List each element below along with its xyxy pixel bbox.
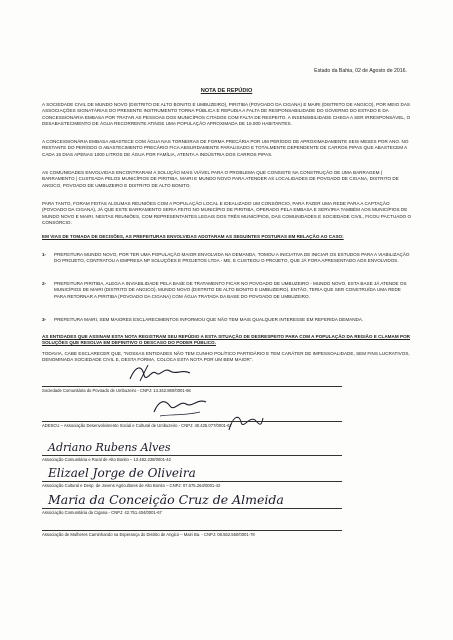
paragraph-2: A CONCESSIONÁRIA EMBASA ABASTECE COM ÁGUA NAS TORNEIRAS DE FORMA PRECÁRIA POR UM PERÍODO DE APROXIMADAMENTE SEIS MESES POR ANO. NO RESTANTE DO PERÍODO O ABASTECIMENTO PRECÁRIO FICA ABSURDAMENTE PARALISADO E TOTALMENTE DEPENDENTE DE CARROS PIPAS QUE ABASTECEM A CADA 15 DIAS APENAS 1000 LITROS DE ÁGUA POR FAMÍLIA, ATENTA A INDÚSTRIA DOS CARROS PIPAS. xyxy=(42,139,409,157)
paragraph-3: AS COMUNIDADES ENVOLVIDAS ENCONTRARAM A SOLUÇÃO MAIS VIÁVEL PARA O PROBLEMA QUE CONSISTE NA CONSTRUÇÃO DE UMA BARRAGEM ( BARRAMENTO ) CUSTEADA PELOS MUNICÍPIOS DE PIRITIBA, MAIRI E MUNDO NOVO PARA ATENDER AS LOCALIDADES DE POVOADO DE CIGANA, DISTRITO DE ANGICO, POVOADO DE UMBUZEIRO E DISTRITO DE ALTO BONITO. xyxy=(42,170,399,188)
signature-line-3 xyxy=(42,455,342,456)
signature-label-6: Associação de Mulheres Caminhando na Esperança do Distrito de Angico – Mairi Ba. - CNPJ: 08.552.550/0001-78 xyxy=(42,532,255,537)
closing-statement: AS ENTIDADES QUE ASSINAM ESTA NOTA REGISTRAM SEU REPÚDIO A ESTA SITUAÇÃO DE DESRESPEITO PARA COM A POPULAÇÃO DA REGIÃO E CLAMAM POR SOLUÇÕES QUE RESOLVA EM DEFINITIVO O DESCASO DO PODER PÚBLICO. xyxy=(42,334,411,346)
signature-label-5: Associação Comunitária da Cigana - CNPJ: 42.751.404/0001-67 xyxy=(42,510,162,515)
list-item-number: 3- xyxy=(42,317,47,322)
paragraph-4: PARA TANTO, FORAM FEITAS ALGUMAS REUNIÕES COM A POPULAÇÃO LOCAL E IDEALIZADO UM CONSÓRCIO, PARA FAZER UMA REDE PARA A CAPTAÇÃO (POVOADO DA CIGANA), JÁ QUE ESTE BARRAMENTO SERIA FEITO NO MUNICÍPIO DE PIRITIBA, OPERADO PELA EMBASA E SERVIRIA TAMBÉM AOS MUNICÍPIOS DE MUNDO NOVO E MAIRI. NESTAS REUNIÕES, COM REPRESENTANTES LEGAIS DOS TRÊS MUNICÍPIOS, DAS COMUNIDADES E SOCIEDADE CIVIL, FICOU PACTUADO O CONSÓRCIO. xyxy=(42,201,412,225)
signature-label-2: ADESCU – Associação Desenvolvimento Social e Cultural de Umbuzeiro - CNPJ: 40.425.077/0001-67 xyxy=(42,423,232,428)
paragraph-1: A SOCIEDADE CIVIL DE MUNDO NOVO (DISTRITO DE ALTO BONITO E UMBUZEIRO), PIRITIBA (POVOADO DA CIGANA) E MAIRI (DISTRITO DE ANGICO), POR MEIO DAS ASSOCIAÇÕES SIGNATÁRIAS DO PRESENTE INSTRUMENTO TORNA PÚBLICA E REPUDIA A FALTA DE RESPONSABILIDADE DO GOVERNO DO ESTADO E DA CONCESSIONÁRIA EMBASA POR TRATAR AS PESSOAS DOS MUNICÍPIOS CITADOS COM FALTA DE RESPEITO. A INSENSIBILIDADE CHEGA A SER IRRESPONSÁVEL, O DESABASTECIMENTO DE ÁGUA RECORRENTE ATINGE UMA POPULAÇÃO APROXIMADA DE 15.000 HABITANTES. xyxy=(42,102,411,126)
signature-line-5 xyxy=(42,508,342,509)
signature-handwriting-5: Maria da Conceição Cruz de Almeida xyxy=(48,492,284,507)
list-item-text: PREFEITURA MAIRI, SEM MAIORES ESCLARECIMENTOS INFORMOU QUE NÃO TEM MAIS QUALQUER INTERESSE EM REFERIDA DEMANDA. xyxy=(54,317,364,322)
list-item-number: 1- xyxy=(42,252,47,257)
paragraph-5: EM VIAS DE TOMADA DE DECISÕES, AS PREFEITURAS ENVOLVIDAS ADOTARAM AS SEGUINTES POSTURAS EM RELAÇÃO AO CASO: xyxy=(42,234,344,239)
document-title: NOTA DE REPÚDIO xyxy=(200,88,253,94)
signature-handwriting-4: Elizael Jorge de Oliveira xyxy=(48,466,196,480)
signature-line-2 xyxy=(42,421,342,422)
signature-line-6 xyxy=(42,530,342,531)
signature-line-1 xyxy=(42,386,342,387)
signature-handwriting-3: Adriano Rubens Alves xyxy=(48,441,171,454)
closing-disclaimer: TODAVIA, CABE ESCLARECER QUE, "NOSSAS ENTIDADES NÃO TEM CUNHO POLÍTICO PARTIDÁRIO E TEM CARÁTER DE IMPESSOALIDADE, SEM FINS LUCRATIVOS, DENOMINADA SOCIEDADE CIVIL E, DESTA FORMA, COLOCA ESTA NOTA POR UM BEM MAIOR". xyxy=(42,351,410,363)
list-item-number: 2- xyxy=(42,281,47,286)
signature-scribble-1 xyxy=(126,361,196,385)
signature-label-4: Associação Cultural e Desp. de Jovens Agricultores de Alto Bonito – CNPJ: 07.675.264/0001-42 xyxy=(42,483,221,488)
signature-label-3: Associação Comunitária e Rural de Alto Bonito – 13.482.238/0001-42 xyxy=(42,457,171,462)
signature-label-1: Sociedade Comunitária do Povoado de Umbuzeiro - CNPJ: 13.342.860/0001-66 xyxy=(42,388,191,393)
document-date: Estado da Bahia, 02 de Agosto de 2016. xyxy=(314,68,407,74)
signature-scribble-2 xyxy=(150,396,210,420)
signature-line-4 xyxy=(42,481,342,482)
list-item-text: PREFEITURA MUNDO NOVO, POR TER UMA POPULAÇÃO MAIOR ENVOLVIDA NA DEMANDA, TOMOU A INICIATIVA DE INICIAR OS ESTUDOS PARA A VIABILIZAÇÃO DO PROJETO, CONTRATOU A EMPRESA NP SOLUÇÕES E PROJETOS LTDA - ME. E CUSTEOU O PROJETO, QUE JÁ FORA APRESENTADO AOS ENVOLVIDOS. xyxy=(54,252,410,264)
list-item-text: PREFEITURA PIRITIBA, ALEGA A INVIABILIDADE PELA BASE DE TRATAMENTO FICAR NO POVOADO DE UMBUZEIRO - MUNDO NOVO. ESTA BASE JÁ ATENDE OS MUNICÍPIOS DE MAIRI (DISTRITO DE ANGICO), MUNDO NOVO (DISTRITO DE ALTO BONITO E UMBUZEIRO). ENTÃO, TERIA QUE SER CONSTRUÍDA UMA REDE PARA RETORNAR A PIRITIBA (POVOADO DA CIGANA) COM ÁGUA TRATADA DA BASE DO POVOADO DE UMBUZEIRO. xyxy=(54,281,407,299)
